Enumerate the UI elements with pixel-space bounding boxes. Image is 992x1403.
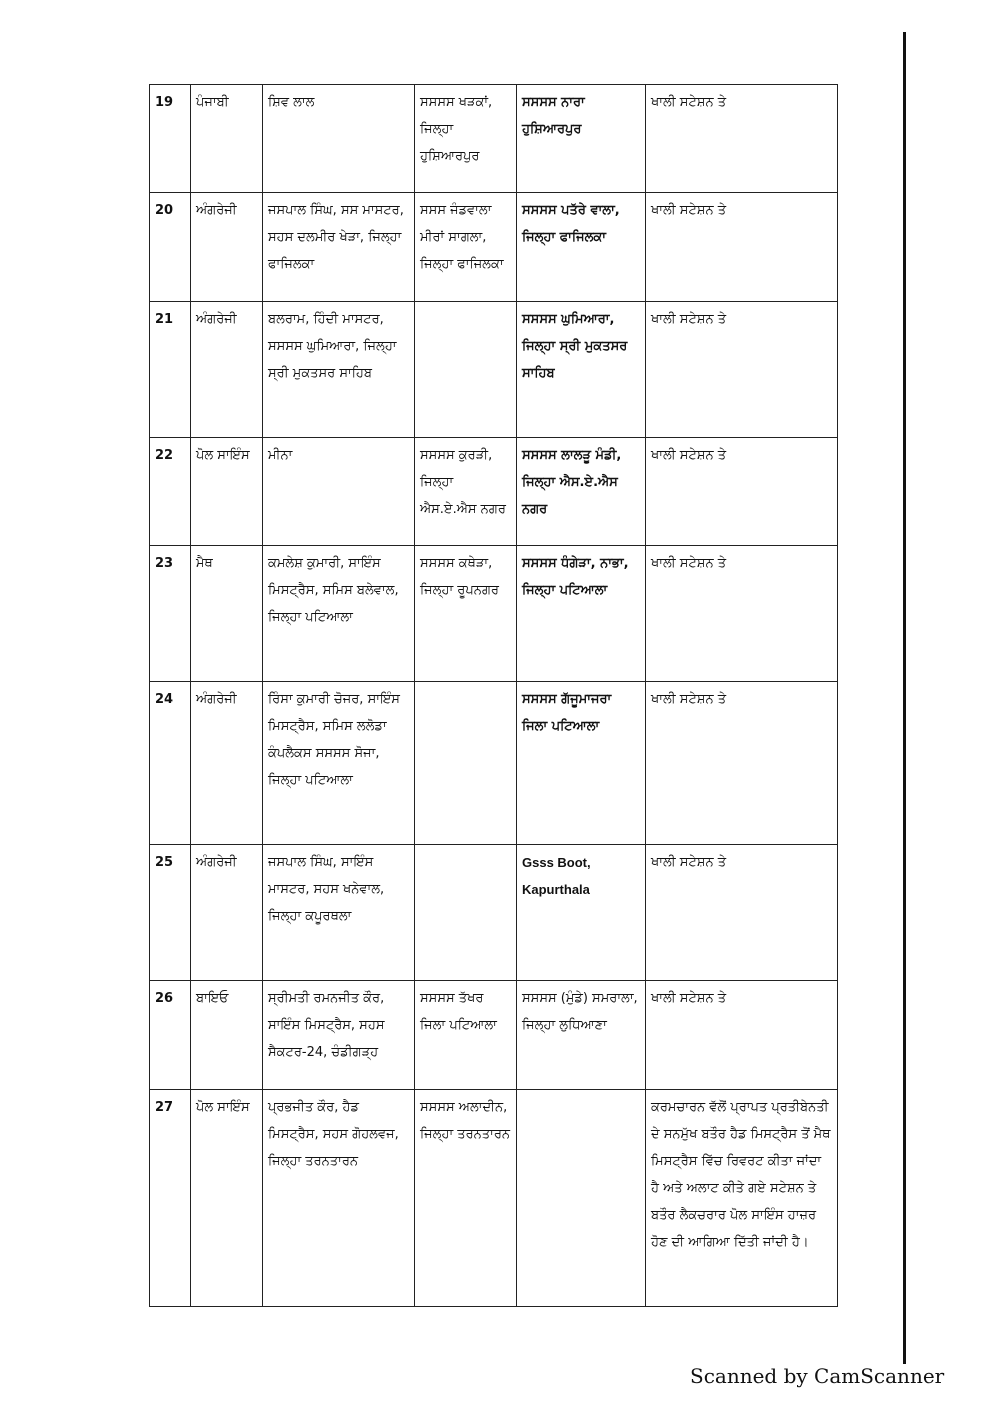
table-row — [150, 1090, 838, 1307]
serial-number: 23 — [150, 546, 191, 682]
table-row — [150, 682, 838, 845]
new-station-cell: Gsss Boot, Kapurthala — [517, 845, 646, 981]
serial-number: 26 — [150, 981, 191, 1090]
remarks-cell: ਖਾਲੀ ਸਟੇਸ਼ਨ ਤੇ — [646, 845, 838, 981]
name-cell: ਕਮਲੇਸ਼ ਕੁਮਾਰੀ, ਸਾਇੰਸ ਮਿਸਟ੍ਰੈਸ, ਸਮਿਸ ਬਲੇਵਾਲ, ਜਿਲ੍ਹਾ ਪਟਿਆਲਾ — [263, 546, 415, 682]
table-row — [150, 193, 838, 302]
remarks-cell: ਖਾਲੀ ਸਟੇਸ਼ਨ ਤੇ — [646, 438, 838, 546]
present-station-cell: ਸਸਸਸ ਕਥੇੜਾ, ਜਿਲ੍ਹਾ ਰੂਪਨਗਰ — [415, 546, 517, 682]
present-station-cell — [415, 845, 517, 981]
table-row — [150, 845, 838, 981]
subject-cell: ਬਾਇਓ — [191, 981, 263, 1090]
new-station-cell: ਸਸਸਸ ਪਤੱਰੇ ਵਾਲਾ, ਜਿਲ੍ਹਾ ਫਾਜਿਲਕਾ — [517, 193, 646, 302]
new-station-cell: ਸਸਸਸ ਗੱਜੂਮਾਜਰਾ ਜਿਲਾ ਪਟਿਆਲਾ — [517, 682, 646, 845]
table-row — [150, 85, 838, 193]
serial-number: 20 — [150, 193, 191, 302]
name-cell: ਜਸਪਾਲ ਸਿੰਘ, ਸਸ ਮਾਸਟਰ, ਸਹਸ ਦਲਮੀਰ ਖੇੜਾ, ਜਿਲ੍ਹਾ ਫਾਜਿਲਕਾ — [263, 193, 415, 302]
name-cell: ਪ੍ਰਭਜੀਤ ਕੌਰ, ਹੈਡ ਮਿਸਟ੍ਰੈਸ, ਸਹਸ ਗੋਹਲਵਜ, ਜਿਲ੍ਹਾ ਤਰਨਤਾਰਨ — [263, 1090, 415, 1307]
subject-cell: ਅੰਗਰੇਜੀ — [191, 682, 263, 845]
new-station-cell: ਸਸਸਸ ਲਾਲੜੂ ਮੰਡੀ, ਜਿਲ੍ਹਾ ਐਸ.ਏ.ਐਸ ਨਗਰ — [517, 438, 646, 546]
transfer-table — [149, 84, 838, 1307]
remarks-cell: ਕਰਮਚਾਰਨ ਵੱਲੋਂ ਪ੍ਰਾਪਤ ਪ੍ਰਤੀਬੇਨਤੀ ਦੇ ਸਨਮੁੱਖ ਬਤੌਰ ਹੈਡ ਮਿਸਟ੍ਰੈਸ ਤੋਂ ਮੈਥ ਮਿਸਟ੍ਰੈਸ ਵਿੱਚ ਰਿਵਰਟ ਕੀਤਾ ਜਾਂਦਾ ਹੈ ਅਤੇ ਅਲਾਟ ਕੀਤੇ ਗਏ ਸਟੇਸ਼ਨ ਤੇ ਬਤੌਰ ਲੈਕਚਰਾਰ ਪੋਲ ਸਾਇੰਸ ਹਾਜ਼ਰ ਹੋਣ ਦੀ ਆਗਿਆ ਦਿੱਤੀ ਜਾਂਦੀ ਹੈ। — [646, 1090, 838, 1307]
new-station-cell: ਸਸਸਸ ਨਾਰਾ ਹੁਸ਼ਿਆਰਪੁਰ — [517, 85, 646, 193]
subject-cell: ਪੋਲ ਸਾਇੰਸ — [191, 438, 263, 546]
new-station-cell — [517, 1090, 646, 1307]
new-station-cell: ਸਸਸਸ ਘੁਮਿਆਰਾ, ਜਿਲ੍ਹਾ ਸ੍ਰੀ ਮੁਕਤਸਰ ਸਾਹਿਬ — [517, 302, 646, 438]
serial-number: 21 — [150, 302, 191, 438]
scanner-watermark: Scanned by CamScanner — [690, 1364, 945, 1388]
table-row — [150, 438, 838, 546]
name-cell: ਮੀਨਾ — [263, 438, 415, 546]
serial-number: 22 — [150, 438, 191, 546]
name-cell: ਬਲਰਾਮ, ਹਿੰਦੀ ਮਾਸਟਰ, ਸਸਸਸ ਘੁਮਿਆਰਾ, ਜਿਲ੍ਹਾ ਸ੍ਰੀ ਮੁਕਤਸਰ ਸਾਹਿਬ — [263, 302, 415, 438]
subject-cell: ਪੰਜਾਬੀ — [191, 85, 263, 193]
remarks-cell: ਖਾਲੀ ਸਟੇਸ਼ਨ ਤੇ — [646, 85, 838, 193]
present-station-cell: ਸਸਸਸ ਕੁਰੜੀ, ਜਿਲ੍ਹਾ ਐਸ.ਏ.ਐਸ ਨਗਰ — [415, 438, 517, 546]
subject-cell: ਪੋਲ ਸਾਇੰਸ — [191, 1090, 263, 1307]
present-station-cell: ਸਸਸਸ ਖੜਕਾਂ, ਜਿਲ੍ਹਾ ਹੁਸ਼ਿਆਰਪੁਰ — [415, 85, 517, 193]
serial-number: 24 — [150, 682, 191, 845]
present-station-cell: ਸਸਸਸ ਤੱਖਰ ਜਿਲਾ ਪਟਿਆਲਾ — [415, 981, 517, 1090]
subject-cell: ਮੈਥ — [191, 546, 263, 682]
subject-cell: ਅੰਗਰੇਜੀ — [191, 193, 263, 302]
name-cell: ਰਿੰਸਾ ਕੁਮਾਰੀ ਚੋਜਰ, ਸਾਇੰਸ ਮਿਸਟ੍ਰੈਸ, ਸਮਿਸ ਲਲੋਡਾ ਕੰਪਲੈਕਸ ਸਸਸਸ ਸੋਜਾ, ਜਿਲ੍ਹਾ ਪਟਿਆਲਾ — [263, 682, 415, 845]
serial-number: 25 — [150, 845, 191, 981]
table-row — [150, 546, 838, 682]
present-station-cell: ਸਸਸਸ ਅਲਾਦੀਨ, ਜਿਲ੍ਹਾ ਤਰਨਤਾਰਨ — [415, 1090, 517, 1307]
new-station-cell: ਸਸਸਸ ਧੰਗੇੜਾ, ਨਾਭਾ, ਜਿਲ੍ਹਾ ਪਟਿਆਲਾ — [517, 546, 646, 682]
present-station-cell — [415, 302, 517, 438]
present-station-cell: ਸਸਸ ਜੰਡਵਾਲਾ ਮੀਰਾਂ ਸਾਗਲਾ, ਜਿਲ੍ਹਾ ਫਾਜਿਲਕਾ — [415, 193, 517, 302]
remarks-cell: ਖਾਲੀ ਸਟੇਸ਼ਨ ਤੇ — [646, 193, 838, 302]
scan-edge-line — [903, 32, 906, 1364]
name-cell: ਜਸਪਾਲ ਸਿੰਘ, ਸਾਇੰਸ ਮਾਸਟਰ, ਸਹਸ ਖਨੇਵਾਲ, ਜਿਲ੍ਹਾ ਕਪੂਰਥਲਾ — [263, 845, 415, 981]
table-row — [150, 302, 838, 438]
serial-number: 27 — [150, 1090, 191, 1307]
remarks-cell: ਖਾਲੀ ਸਟੇਸ਼ਨ ਤੇ — [646, 981, 838, 1090]
subject-cell: ਅੰਗਰੇਜੀ — [191, 302, 263, 438]
name-cell: ਸ਼ਿਵ ਲਾਲ — [263, 85, 415, 193]
remarks-cell: ਖਾਲੀ ਸਟੇਸ਼ਨ ਤੇ — [646, 682, 838, 845]
subject-cell: ਅੰਗਰੇਜੀ — [191, 845, 263, 981]
remarks-cell: ਖਾਲੀ ਸਟੇਸ਼ਨ ਤੇ — [646, 302, 838, 438]
name-cell: ਸ੍ਰੀਮਤੀ ਰਮਨਜੀਤ ਕੌਰ, ਸਾਇੰਸ ਮਿਸਟ੍ਰੈਸ, ਸਹਸ ਸੈਕਟਰ-24, ਚੰਡੀਗੜ੍ਹ — [263, 981, 415, 1090]
present-station-cell — [415, 682, 517, 845]
new-station-cell: ਸਸਸਸ (ਮੁੰਡੇ) ਸਮਰਾਲਾ, ਜਿਲ੍ਹਾ ਲੁਧਿਆਣਾ — [517, 981, 646, 1090]
table-row — [150, 981, 838, 1090]
serial-number: 19 — [150, 85, 191, 193]
remarks-cell: ਖਾਲੀ ਸਟੇਸ਼ਨ ਤੇ — [646, 546, 838, 682]
